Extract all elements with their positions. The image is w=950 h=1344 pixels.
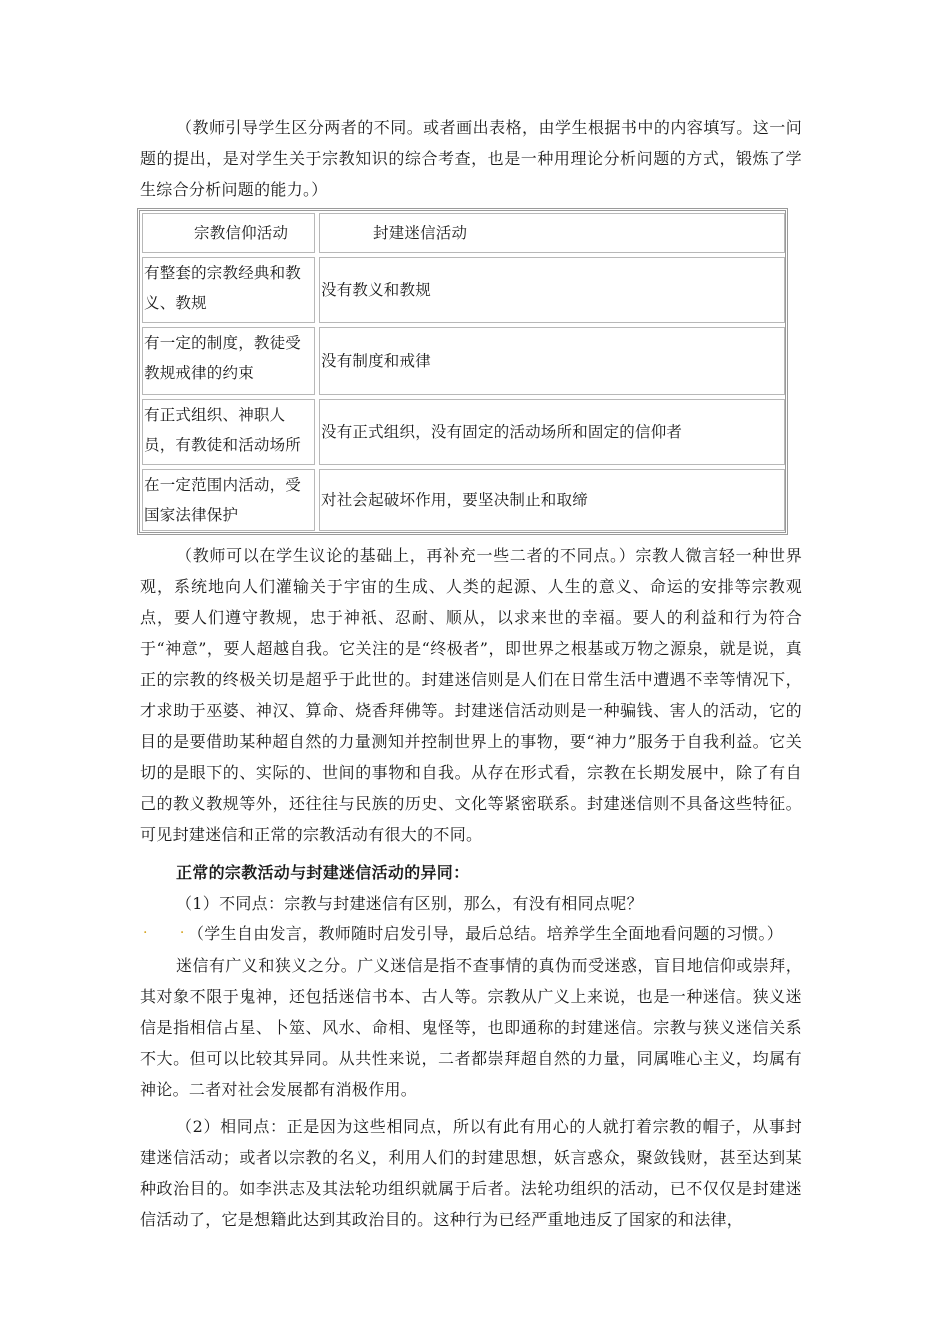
table-row — [142, 325, 785, 397]
intro-paragraph: （教师引导学生区分两者的不同。或者画出表格，由学生根据书中的内容填写。这一问题的提出，是对学生关于宗教知识的综合考查，也是一种用理论分析问题的方式，锻炼了学生综合分析问题的能力。） — [140, 118, 802, 199]
table-cell-religion: 有正式组织、神职人员，有教徒和活动场所 — [142, 399, 315, 465]
decorative-dots: · · — [143, 925, 199, 941]
section-heading: 正常的宗教活动与封建迷信活动的异同： — [176, 863, 470, 882]
table-cell-superstition — [319, 469, 785, 531]
header-religion: 宗教信仰活动 — [194, 224, 289, 242]
table-cell-religion: 有一定的制度，教徒受教规戒律的约束 — [142, 327, 315, 395]
student-note: （学生自由发言，教师随时启发引导，最后总结。培养学生全面地看问题的习惯。） — [188, 924, 784, 943]
cell-text: 没有教义和教规 — [321, 281, 431, 299]
table-row — [142, 467, 785, 533]
table-header-cell — [319, 213, 785, 253]
point-one: （1）不同点：宗教与封建迷信有区别，那么，有没有相同点呢？ — [176, 894, 643, 913]
table-cell-religion: 有整套的宗教经典和教义、教规 — [142, 257, 315, 323]
superstition-paragraph: 迷信有广义和狭义之分。广义迷信是指不查事情的真伪而受迷惑，盲目地信仰或崇拜，其对象不限于鬼神，还包括迷信书本、古人等。宗教从广义上来说，也是一种迷信。狭义迷信是指相信占星、卜筮、风水、命相、鬼怪等，也即通称的封建迷信。宗教与狭义迷信关系不大。但可以比较其异同。从共性来说，二者都崇拜超自然的力量，同属唯心主义，均属有神论。二者对社会发展都有消极作用。 — [140, 956, 802, 1099]
table-header-row — [142, 211, 785, 255]
cell-text: 对社会起破坏作用，要坚决制止和取缔 — [321, 491, 588, 509]
header-superstition: 封建迷信活动 — [373, 224, 468, 242]
comparison-table — [137, 208, 788, 535]
table-cell-superstition — [319, 257, 785, 323]
table-cell-superstition — [319, 399, 785, 465]
difference-paragraph: （教师可以在学生议论的基础上，再补充一些二者的不同点。）宗教人微言轻一种世界观，系统地向人们灌输关于宇宙的生成、人类的起源、人生的意义、命运的安排等宗教观点，要人们遵守教规，忠于神祇、忍耐、顺从，以求来世的幸福。要人的利益和行为符合于“神意”，要人超越自我。它关注的是“终极者”，即世界之根基或万物之源泉，就是说，真正的宗教的终极关切是超乎于此世的。封建迷信则是人们在日常生活中遭遇不幸等情况下，才求助于巫婆、神汉、算命、烧香拜佛等。封建迷信活动则是一种骗钱、害人的活动，它的目的是要借助某种超自然的力量测知并控制世界上的事物，要“神力”服务于自我利益。它关切的是眼下的、实际的、世间的事物和自我。从存在形式看，宗教在长期发展中，除了有自己的教义教规等外，还往往与民族的历史、文化等紧密联系。封建迷信则不具备这些特征。可见封建迷信和正常的宗教活动有很大的不同。 — [140, 546, 802, 844]
table-header-cell — [142, 213, 315, 253]
table-cell-superstition — [319, 327, 785, 395]
point-two: （2）相同点：正是因为这些相同点，所以有此有用心的人就打着宗教的帽子，从事封建迷信活动；或者以宗教的名义，利用人们的封建思想，妖言惑众，聚敛钱财，甚至达到某种政治目的。如李洪志及其法轮功组织就属于后者。法轮功组织的活动，已不仅仅是封建迷信活动了，它是想籍此达到其政治目的。这种行为已经严重地违反了国家的和法律， — [140, 1117, 802, 1229]
table-cell-religion: 在一定范围内活动，受国家法律保护 — [142, 469, 315, 531]
table-row — [142, 397, 785, 467]
cell-text: 没有制度和戒律 — [321, 352, 431, 370]
table-row — [142, 255, 785, 325]
cell-text: 没有正式组织，没有固定的活动场所和固定的信仰者 — [321, 423, 683, 441]
